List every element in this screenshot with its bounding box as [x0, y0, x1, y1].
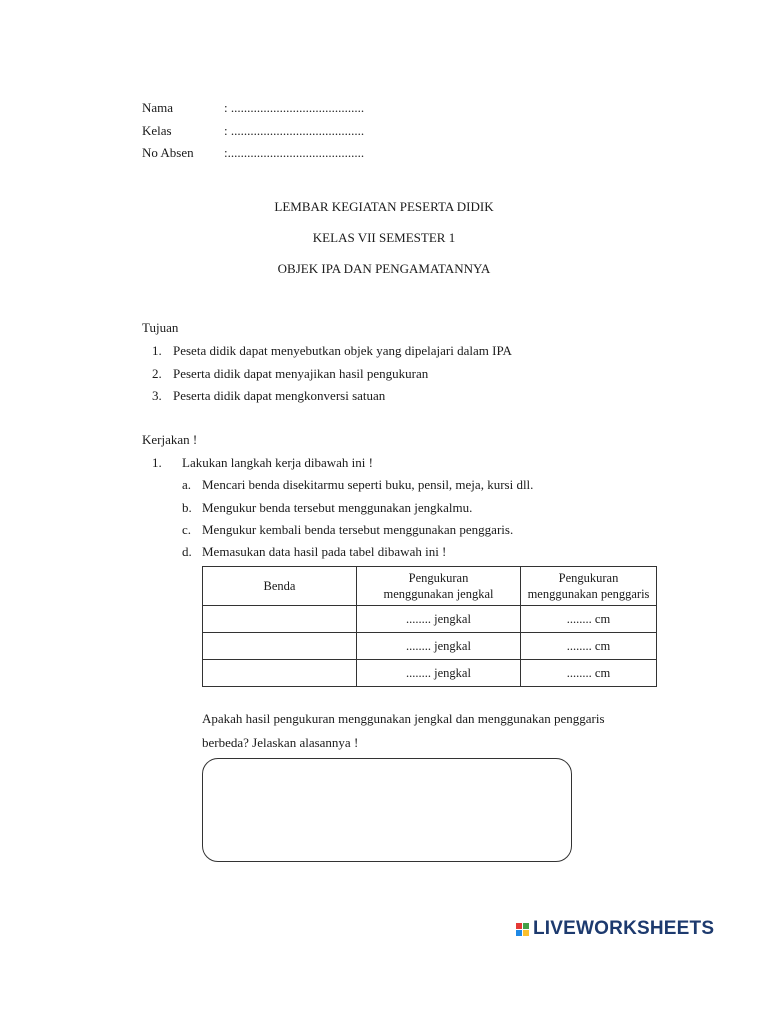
- question-line-1: Apakah hasil pengukuran menggunakan jengkal dan menggunakan penggaris: [202, 711, 605, 726]
- jengkal-cell[interactable]: ........ jengkal: [357, 606, 521, 633]
- header-penggaris-line1: Pengukuran: [558, 571, 619, 585]
- goal-text: Peseta didik dapat menyebutkan objek yang dipelajari dalam IPA: [173, 343, 512, 358]
- worksheet-title: LEMBAR KEGIATAN PESERTA DIDIK: [274, 199, 494, 214]
- penggaris-cell[interactable]: ........ cm: [521, 633, 657, 660]
- absence-number-field[interactable]: :..........................................: [224, 145, 365, 160]
- identity-row-kelas: [142, 121, 364, 141]
- benda-cell[interactable]: [203, 606, 357, 633]
- goal-number: 2.: [152, 366, 162, 381]
- penggaris-cell[interactable]: ........ cm: [521, 606, 657, 633]
- task-text: Lakukan langkah kerja dibawah ini !: [182, 455, 373, 470]
- identity-row-absen: [142, 143, 364, 163]
- measurement-table: [202, 566, 657, 687]
- goal-number: 3.: [152, 388, 162, 403]
- liveworksheets-logo-icon: [516, 923, 529, 936]
- goal-item: [152, 366, 428, 382]
- table-row: [203, 633, 657, 660]
- liveworksheets-logo: [516, 918, 714, 940]
- topic-title: OBJEK IPA DAN PENGAMATANNYA: [277, 261, 491, 276]
- header-jengkal: [357, 567, 521, 606]
- step-letter: a.: [182, 477, 192, 492]
- step-item: [182, 500, 472, 516]
- question-line-2: berbeda? Jelaskan alasannya !: [202, 735, 359, 750]
- table-row: [203, 606, 657, 633]
- goals-heading: Tujuan: [142, 320, 179, 335]
- jengkal-cell[interactable]: ........ jengkal: [357, 660, 521, 687]
- header-jengkal-line2: menggunakan jengkal: [383, 587, 494, 601]
- penggaris-cell[interactable]: ........ cm: [521, 660, 657, 687]
- step-letter: c.: [182, 522, 192, 537]
- task-item: [152, 455, 373, 471]
- tasks-heading: Kerjakan !: [142, 432, 198, 447]
- goal-text: Peserta didik dapat mengkonversi satuan: [173, 388, 386, 403]
- name-field[interactable]: : .........................................: [224, 100, 365, 115]
- goal-number: 1.: [152, 343, 162, 358]
- step-text: Mengukur kembali benda tersebut menggunakan penggaris.: [202, 522, 514, 537]
- goal-text: Peserta didik dapat menyajikan hasil pengukuran: [173, 366, 429, 381]
- class-field[interactable]: : .........................................: [224, 123, 365, 138]
- answer-box[interactable]: [202, 758, 572, 862]
- step-text: Memasukan data hasil pada tabel dibawah ini !: [202, 544, 447, 559]
- table-header-row: [203, 567, 657, 606]
- header-benda: Benda: [203, 567, 357, 606]
- jengkal-cell[interactable]: ........ jengkal: [357, 633, 521, 660]
- step-item: [182, 522, 513, 538]
- step-item: [182, 544, 446, 560]
- benda-cell[interactable]: [203, 660, 357, 687]
- goal-item: [152, 343, 512, 359]
- identity-label: Nama: [142, 100, 174, 115]
- identity-label: Kelas: [142, 123, 172, 138]
- class-line: KELAS VII SEMESTER 1: [312, 230, 456, 245]
- benda-cell[interactable]: [203, 633, 357, 660]
- identity-row-nama: [142, 98, 364, 118]
- brand-name: LIVEWORKSHEETS: [533, 918, 715, 939]
- table-row: [203, 660, 657, 687]
- step-text: Mencari benda disekitarmu seperti buku, pensil, meja, kursi dll.: [202, 477, 534, 492]
- header-jengkal-line1: Pengukuran: [408, 571, 469, 585]
- step-text: Mengukur benda tersebut menggunakan jengkalmu.: [202, 500, 473, 515]
- header-penggaris: [521, 567, 657, 606]
- step-letter: b.: [182, 500, 192, 515]
- header-penggaris-line2: menggunakan penggaris: [527, 587, 650, 601]
- step-item: [182, 477, 533, 493]
- step-letter: d.: [182, 544, 192, 559]
- task-number: 1.: [152, 455, 162, 470]
- identity-label: No Absen: [142, 145, 194, 160]
- goal-item: [152, 388, 385, 404]
